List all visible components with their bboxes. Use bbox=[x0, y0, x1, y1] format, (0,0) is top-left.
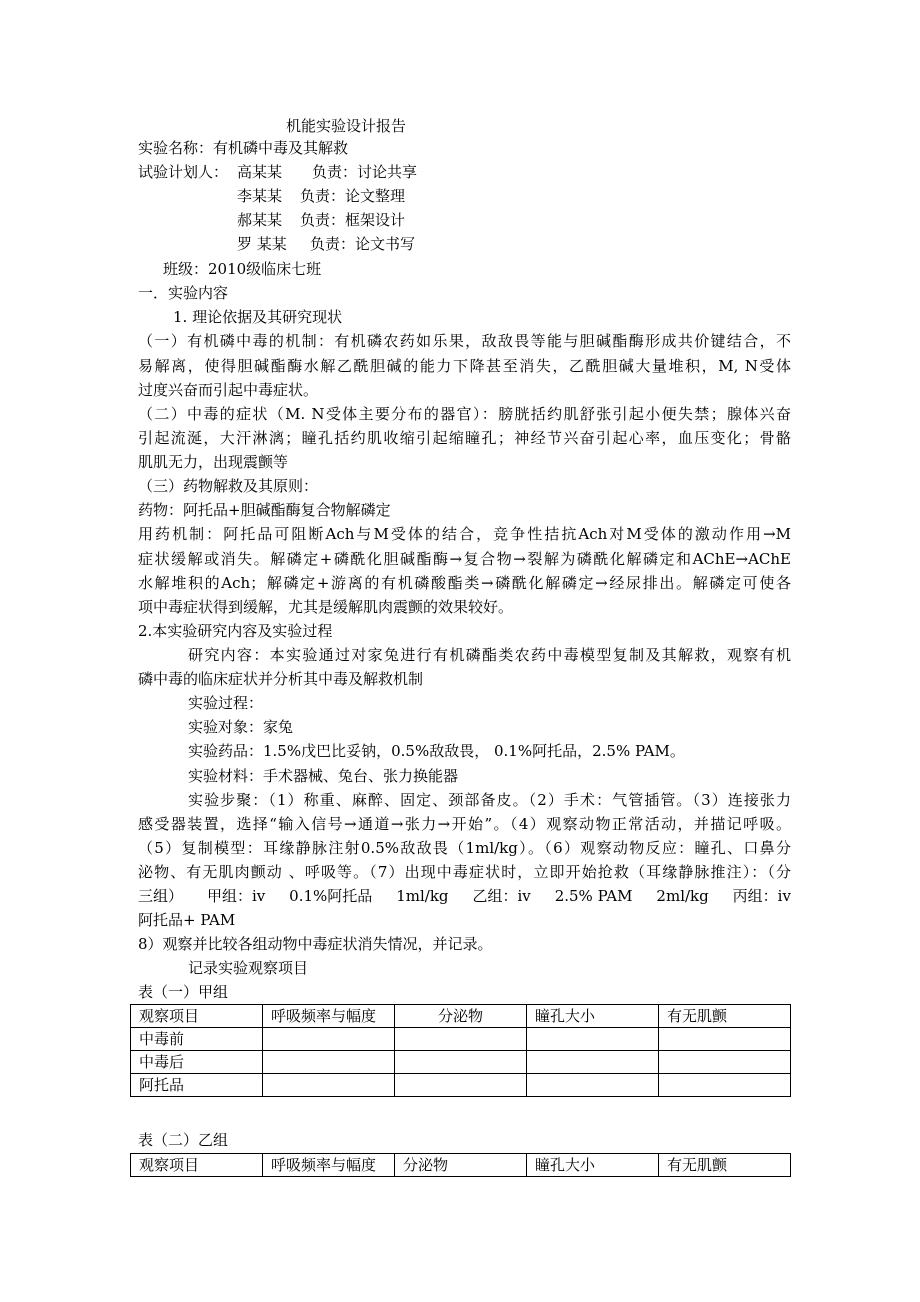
observation-table-a bbox=[130, 1004, 791, 1097]
groups-line bbox=[138, 886, 791, 906]
paragraph-line: 引起流涎，大汗淋漓；瞳孔括约肌收缩引起缩瞳孔；神经节兴奋引起心率，血压变化；骨骼 bbox=[138, 429, 791, 447]
table-header-cell: 瞳孔大小 bbox=[527, 1154, 659, 1177]
paragraph-line: 磷中毒的临床症状并分析其中毒及解救机制 bbox=[138, 670, 424, 688]
table-cell bbox=[263, 1051, 395, 1074]
paragraph-line: 易解离，使得胆碱酯酶水解乙酰胆碱的能力下降甚至消失，乙酰胆碱大量堆积，M, N受体 bbox=[138, 357, 791, 375]
groups-token: 2.5% PAM bbox=[554, 887, 633, 905]
table-cell: 中毒前 bbox=[131, 1028, 263, 1051]
table-cell bbox=[527, 1051, 659, 1074]
paragraph-line: 项中毒症状得到缓解，尤其是缓解肌肉震颤的效果较好。 bbox=[138, 598, 514, 616]
table-cell: 阿托品 bbox=[131, 1074, 263, 1097]
paragraph-line: 阿托品+ PAM bbox=[138, 911, 236, 929]
planner-name: 罗 某某 bbox=[237, 235, 287, 253]
planner-label: 试验计划人： bbox=[138, 163, 229, 181]
groups-token: 甲组：iv bbox=[206, 887, 266, 905]
table-header-cell: 分泌物 bbox=[395, 1005, 527, 1028]
table-cell bbox=[395, 1074, 527, 1097]
paragraph-line: 过度兴奋而引起中毒症状。 bbox=[138, 381, 319, 399]
table-header-cell: 呼吸频率与幅度 bbox=[263, 1154, 395, 1177]
table-header-cell: 观察项目 bbox=[131, 1154, 263, 1177]
table-header-row bbox=[131, 1154, 791, 1177]
groups-token: 三组） bbox=[138, 887, 184, 905]
table-caption: 表（二）乙组 bbox=[138, 1131, 229, 1149]
paragraph-line: 实验药品：1.5%戊巴比妥钠，0.5%敌敌畏， 0.1%阿托品，2.5% PAM。 bbox=[188, 742, 685, 760]
table-header-cell: 有无肌颤 bbox=[659, 1154, 791, 1177]
groups-token: 1ml/kg bbox=[396, 887, 449, 905]
paragraph-line: 实验步聚：（1）称重、麻醉、固定、颈部备皮。（2）手术：气管插管。（3）连接张力 bbox=[188, 791, 791, 809]
paragraph-line: 实验材料：手术器械、兔台、张力换能器 bbox=[188, 767, 459, 785]
paragraph-line: 感受器装置，选择“输入信号→通道→张力→开始”。（4）观察动物正常活动，并描记呼吸。 bbox=[138, 815, 791, 833]
paragraph-line: 水解堆积的Ach；解磷定+游离的有机磷酸酯类→磷酰化解磷定→经尿排出。解磷定可使各 bbox=[138, 574, 791, 592]
paragraph-line: 泌物、有无肌肉颤动 、呼吸等。（7）出现中毒症状时，立即开始抢救（耳缘静脉推注）：（分 bbox=[138, 863, 791, 881]
paragraph-line: （5）复制模型：耳缘静脉注射0.5%敌敌畏（1ml/kg）。（6）观察动物反应：瞳孔、口鼻分 bbox=[138, 839, 791, 857]
paragraph-line: 实验对象：家兔 bbox=[188, 718, 294, 736]
table-header-cell: 分泌物 bbox=[395, 1154, 527, 1177]
table-cell bbox=[659, 1051, 791, 1074]
planner-name: 郝某某 bbox=[237, 211, 283, 229]
table-cell bbox=[395, 1028, 527, 1051]
table-cell bbox=[527, 1028, 659, 1051]
table-cell bbox=[395, 1051, 527, 1074]
table-cell: 中毒后 bbox=[131, 1051, 263, 1074]
paragraph-line: 药物：阿托品+胆碱酯酶复合物解磷定 bbox=[138, 501, 391, 519]
report-title: 机能实验设计报告 bbox=[286, 117, 407, 135]
subsection-heading: （三）药物解救及其原则： bbox=[138, 477, 319, 495]
table-row bbox=[131, 1074, 791, 1097]
paragraph-line: 记录实验观察项目 bbox=[188, 959, 309, 977]
paragraph-line: 肌肌无力，出现震颤等 bbox=[138, 453, 289, 471]
experiment-name: 实验名称：有机磷中毒及其解救 bbox=[138, 139, 349, 157]
subsection-heading: 1. 理论依据及其研究现状 bbox=[173, 308, 343, 326]
paragraph-line: 研究内容：本实验通过对家兔进行有机磷酯类农药中毒模型复制及其解救，观察有机 bbox=[188, 646, 791, 664]
planner-duty: 负责：论文整理 bbox=[300, 187, 406, 205]
paragraph-line: （二）中毒的症状（M. N受体主要分布的器官）：膀胱括约肌舒张引起小便失禁；腺体兴奋 bbox=[138, 405, 791, 423]
paragraph-line: 实验过程： bbox=[188, 694, 264, 712]
table-header-row bbox=[131, 1005, 791, 1028]
groups-token: 2ml/kg bbox=[656, 887, 709, 905]
table-cell bbox=[527, 1074, 659, 1097]
planner-duty: 负责：框架设计 bbox=[300, 211, 406, 229]
groups-token: 丙组：iv bbox=[732, 887, 791, 905]
table-header-cell: 观察项目 bbox=[131, 1005, 263, 1028]
table-cell bbox=[263, 1074, 395, 1097]
planner-duty: 负责：论文书写 bbox=[310, 235, 416, 253]
table-cell bbox=[263, 1028, 395, 1051]
paragraph-line: 症状缓解或消失。解磷定+磷酰化胆碱酯酶→复合物→裂解为磷酰化解磷定和AChE→AChE bbox=[138, 550, 791, 568]
table-row bbox=[131, 1051, 791, 1074]
paragraph-line: 8）观察并比较各组动物中毒症状消失情况，并记录。 bbox=[138, 935, 493, 953]
planner-name: 李某某 bbox=[237, 187, 283, 205]
section-heading: 一．实验内容 bbox=[138, 284, 229, 302]
groups-token: 0.1%阿托品 bbox=[289, 887, 373, 905]
groups-token: 乙组：iv bbox=[472, 887, 531, 905]
class-info: 班级：2010级临床七班 bbox=[163, 260, 322, 278]
section-heading: 2.本实验研究内容及实验过程 bbox=[138, 622, 333, 640]
table-cell bbox=[659, 1028, 791, 1051]
planner-duty: 负责：讨论共享 bbox=[312, 163, 418, 181]
paragraph-line: （一）有机磷中毒的机制：有机磷农药如乐果，敌敌畏等能与胆碱酯酶形成共价键结合，不 bbox=[138, 332, 791, 350]
table-row bbox=[131, 1028, 791, 1051]
table-header-cell: 有无肌颤 bbox=[659, 1005, 791, 1028]
table-cell bbox=[659, 1074, 791, 1097]
table-header-cell: 瞳孔大小 bbox=[527, 1005, 659, 1028]
paragraph-line: 用药机制：阿托品可阻断Ach与M受体的结合，竞争性拮抗Ach对M受体的激动作用→M bbox=[138, 525, 791, 543]
planner-name: 高某某 bbox=[237, 163, 283, 181]
table-caption: 表（一）甲组 bbox=[138, 983, 229, 1001]
observation-table-b bbox=[130, 1153, 791, 1177]
table-header-cell: 呼吸频率与幅度 bbox=[263, 1005, 395, 1028]
